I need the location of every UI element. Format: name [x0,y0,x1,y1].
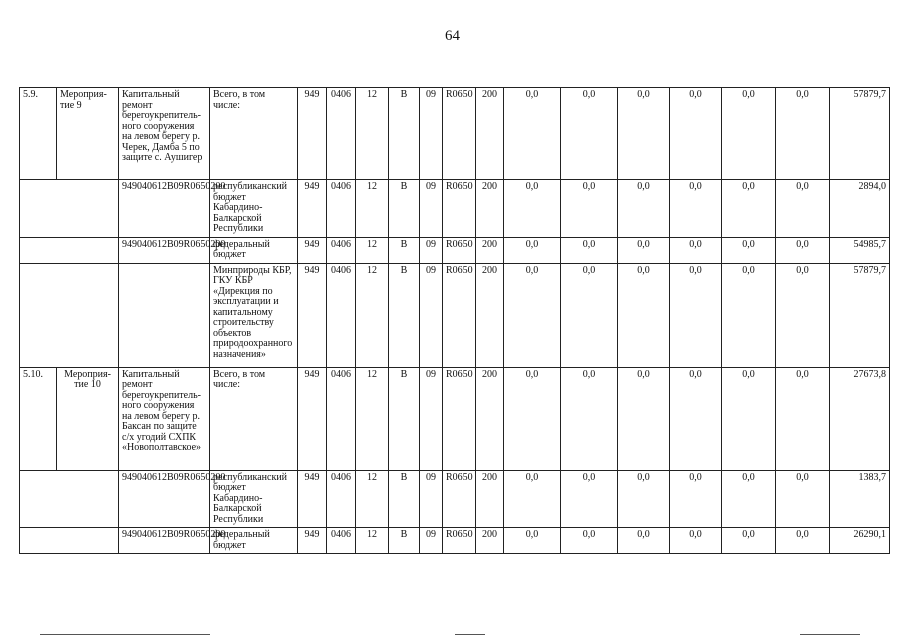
amount-cell: 57879,7 [830,263,890,367]
subprogram-code: В [389,180,420,238]
event-code: 09 [420,470,443,528]
amount-cell: 0,0 [618,470,670,528]
program-code: 12 [356,528,389,554]
event-code: 09 [420,237,443,263]
amount-cell: 0,0 [722,263,776,367]
budget-code: 949040612B09R0650200 [119,528,210,554]
amount-cell: 0,0 [670,470,722,528]
object-description: Капитальный ремонт берегоукрепитель-ного сооружения на левом берегу р. Баксан по защите с/х угодий СХПК «Новополтавское» [119,367,210,470]
event-code: 09 [420,528,443,554]
row-number [20,528,119,554]
program-code: 12 [356,237,389,263]
target-code: R0650 [443,367,476,470]
expense-type-code: 200 [476,470,504,528]
amount-cell: 0,0 [722,180,776,238]
amount-cell: 0,0 [618,88,670,180]
expense-type-code: 200 [476,263,504,367]
amount-cell: 0,0 [618,180,670,238]
amount-cell: 0,0 [670,237,722,263]
amount-cell: 0,0 [561,367,618,470]
scan-artifact-line [800,634,860,635]
row-number [20,237,119,263]
amount-cell: 0,0 [722,88,776,180]
amount-cell: 0,0 [504,180,561,238]
budget-code: 949040612B09R0650200 [119,180,210,238]
subprogram-code: В [389,88,420,180]
row-number: 5.10. [20,367,57,470]
target-code: R0650 [443,237,476,263]
program-code: 12 [356,180,389,238]
amount-cell: 0,0 [618,367,670,470]
funding-source: республиканский бюджет Кабардино-Балкарской Республики [210,470,298,528]
funding-source: Всего, в том числе: [210,367,298,470]
row-number [20,180,119,238]
amount-cell: 1383,7 [830,470,890,528]
grbs-code: 949 [298,237,327,263]
grbs-code: 949 [298,88,327,180]
amount-cell: 54985,7 [830,237,890,263]
scan-artifact-line [40,634,210,635]
funding-source: Всего, в том числе: [210,88,298,180]
subprogram-code: В [389,367,420,470]
section-code: 0406 [327,263,356,367]
amount-cell: 0,0 [722,237,776,263]
amount-cell: 0,0 [670,88,722,180]
amount-cell: 0,0 [618,263,670,367]
table-row [20,528,890,554]
subprogram-code: В [389,237,420,263]
amount-cell: 0,0 [504,88,561,180]
amount-cell: 0,0 [618,528,670,554]
page-number: 64 [445,28,460,44]
amount-cell: 0,0 [722,367,776,470]
amount-cell: 0,0 [618,237,670,263]
amount-cell: 0,0 [776,367,830,470]
amount-cell: 0,0 [561,237,618,263]
amount-cell: 2894,0 [830,180,890,238]
amount-cell: 0,0 [504,237,561,263]
event-name: Мероприя-тие 9 [57,88,119,180]
section-code: 0406 [327,470,356,528]
amount-cell: 0,0 [670,528,722,554]
target-code: R0650 [443,470,476,528]
row-number [20,263,119,367]
grbs-code: 949 [298,470,327,528]
event-code: 09 [420,88,443,180]
amount-cell: 0,0 [504,263,561,367]
event-code: 09 [420,180,443,238]
funding-source: федеральный бюджет [210,237,298,263]
table-row [20,180,890,238]
grbs-code: 949 [298,367,327,470]
amount-cell: 0,0 [776,470,830,528]
section-code: 0406 [327,180,356,238]
amount-cell: 0,0 [776,237,830,263]
section-code: 0406 [327,88,356,180]
target-code: R0650 [443,528,476,554]
amount-cell: 0,0 [504,367,561,470]
section-code: 0406 [327,367,356,470]
row-number [20,470,119,528]
amount-cell: 0,0 [504,528,561,554]
amount-cell: 0,0 [722,528,776,554]
program-code: 12 [356,88,389,180]
budget-code: 949040612B09R0650200 [119,470,210,528]
amount-cell: 0,0 [722,470,776,528]
target-code: R0650 [443,180,476,238]
grbs-code: 949 [298,528,327,554]
amount-cell: 0,0 [776,528,830,554]
amount-cell: 0,0 [670,367,722,470]
grbs-code: 949 [298,263,327,367]
section-code: 0406 [327,237,356,263]
target-code: R0650 [443,88,476,180]
row-number: 5.9. [20,88,57,180]
responsible-executor: Минприроды КБР, ГКУ КБР «Дирекция по эксплуатации и капитальному строительству объектов природоохранного назначения» [210,263,298,367]
event-code: 09 [420,263,443,367]
program-code: 12 [356,470,389,528]
amount-cell: 0,0 [504,470,561,528]
subprogram-code: В [389,470,420,528]
amount-cell: 0,0 [561,88,618,180]
program-code: 12 [356,263,389,367]
expense-type-code: 200 [476,88,504,180]
expense-type-code: 200 [476,528,504,554]
amount-cell: 0,0 [561,528,618,554]
amount-cell: 0,0 [561,470,618,528]
table-row [20,470,890,528]
table-row [20,88,890,180]
grbs-code: 949 [298,180,327,238]
object-description [119,263,210,367]
event-name: Мероприя-тие 10 [57,367,119,470]
program-code: 12 [356,367,389,470]
funding-source: республиканский бюджет Кабардино-Балкарской Республики [210,180,298,238]
expense-type-code: 200 [476,180,504,238]
event-code: 09 [420,367,443,470]
amount-cell: 0,0 [776,88,830,180]
expense-type-code: 200 [476,237,504,263]
subprogram-code: В [389,263,420,367]
amount-cell: 26290,1 [830,528,890,554]
target-code: R0650 [443,263,476,367]
table-row [20,237,890,263]
subprogram-code: В [389,528,420,554]
amount-cell: 0,0 [561,180,618,238]
object-description: Капитальный ремонт берегоукрепитель-ного сооружения на левом берегу р. Черек, Дамба 5 по защите с. Аушигер [119,88,210,180]
table-row [20,367,890,470]
amount-cell: 0,0 [670,180,722,238]
budget-table [19,87,890,554]
table-row [20,263,890,367]
budget-code: 949040612B09R0650200 [119,237,210,263]
expense-type-code: 200 [476,367,504,470]
funding-source: федеральный бюджет [210,528,298,554]
amount-cell: 27673,8 [830,367,890,470]
amount-cell: 0,0 [561,263,618,367]
scan-artifact-line [455,634,485,635]
amount-cell: 0,0 [776,263,830,367]
amount-cell: 0,0 [670,263,722,367]
amount-cell: 0,0 [776,180,830,238]
amount-cell: 57879,7 [830,88,890,180]
section-code: 0406 [327,528,356,554]
